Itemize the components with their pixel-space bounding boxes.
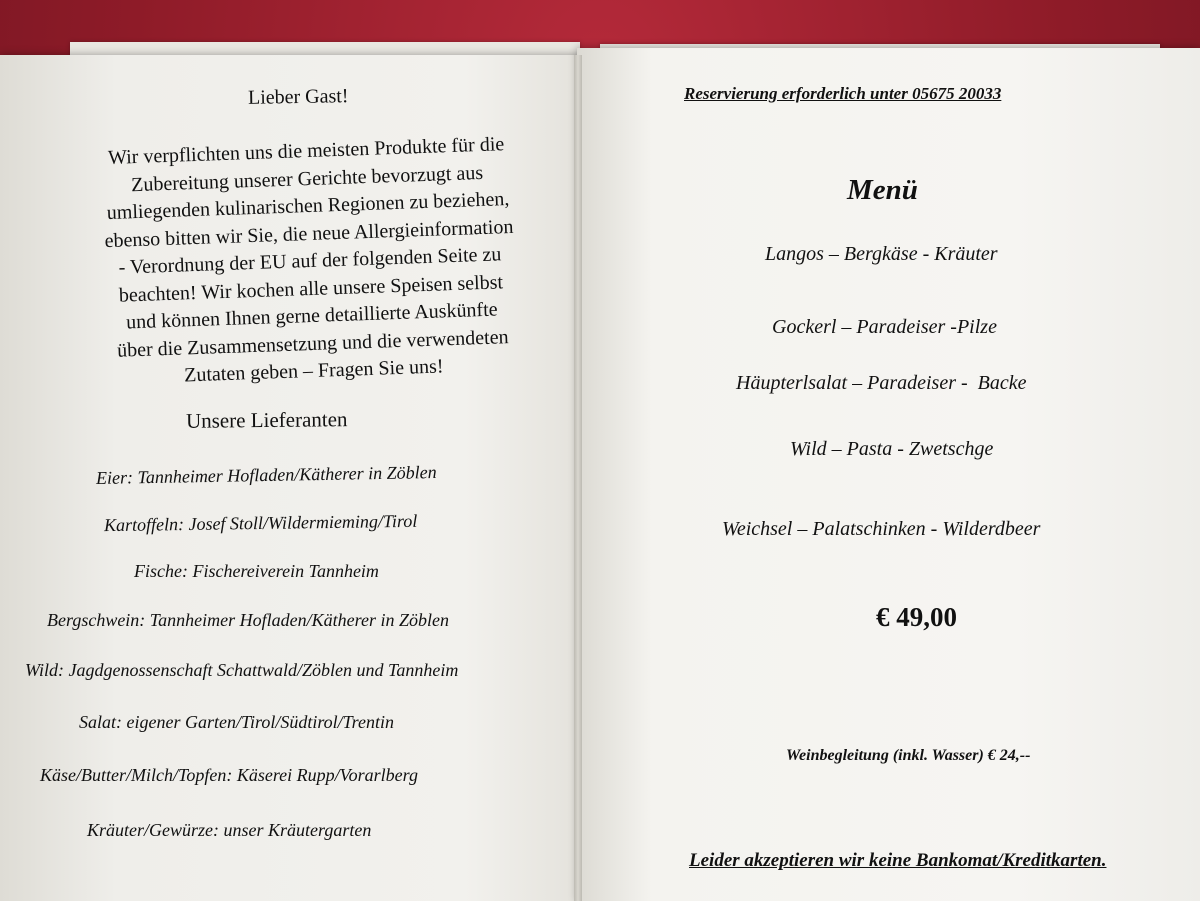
intro-line: ebenso bitten wir Sie, die neue Allergieinformation [104,215,514,252]
intro-line: über die Zusammensetzung und die verwendeten [116,325,509,362]
book-spine [574,55,582,901]
greeting: Lieber Gast! [247,85,349,109]
intro-line: Zutaten geben – Fragen Sie uns! [183,355,444,387]
supplier-item: Fische: Fischereiverein Tannheim [134,561,379,581]
supplier-item: Kartoffeln: Josef Stoll/Wildermieming/Tirol [103,510,418,536]
intro-line: - Verordnung der EU auf der folgenden Seite zu [118,243,502,279]
supplier-item: Wild: Jagdgenossenschaft Schattwald/Zöblen und Tannheim [25,660,459,680]
intro-line: und können Ihnen gerne detaillierte Auskünfte [125,298,498,334]
suppliers-heading: Unsere Lieferanten [185,407,348,433]
menu-price: € 49,00 [876,602,957,632]
payment-note: Leider akzeptieren wir keine Bankomat/Kreditkarten. [689,850,1107,871]
supplier-item: Bergschwein: Tannheimer Hofladen/Kätherer in Zöblen [47,610,449,630]
menu-course: Weichsel – Palatschinken - Wilderdbeer [722,518,1041,540]
menu-course: Gockerl – Paradeiser -Pilze [772,316,997,338]
supplier-item: Kräuter/Gewürze: unser Kräutergarten [87,820,372,840]
intro-paragraph [56,129,564,394]
reservation-note: Reservierung erforderlich unter 05675 20033 [684,84,1002,103]
menu-title: Menü [847,174,918,206]
wine-pairing: Weinbegleitung (inkl. Wasser) € 24,-- [786,747,1031,764]
supplier-item: Salat: eigener Garten/Tirol/Südtirol/Trentin [79,712,395,732]
intro-line: umliegenden kulinarischen Regionen zu beziehen, [106,188,510,225]
supplier-item: Eier: Tannheimer Hofladen/Kätherer in Zöblen [95,462,437,488]
intro-line: beachten! Wir kochen alle unsere Speisen selbst [118,270,504,307]
menu-course: Langos – Bergkäse - Kräuter [765,243,998,265]
intro-line: Wir verpflichten uns die meisten Produkte für die [107,133,505,169]
supplier-item: Käse/Butter/Milch/Topfen: Käserei Rupp/Vorarlberg [40,765,418,785]
menu-course: Wild – Pasta - Zwetschge [790,438,994,460]
intro-line: Zubereitung unserer Gerichte bevorzugt aus [130,161,484,196]
menu-course: Häupterlsalat – Paradeiser - Backe [736,372,1027,394]
